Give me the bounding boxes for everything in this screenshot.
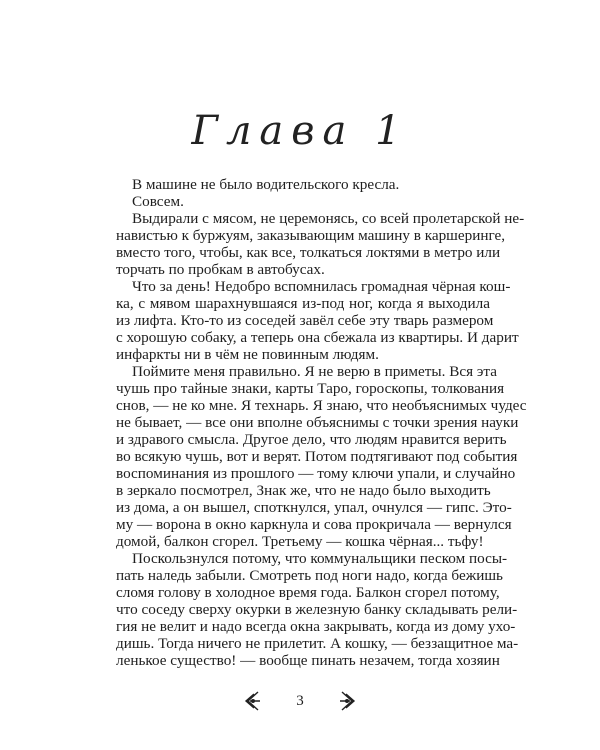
- text-line: воспоминания из прошлого — тому ключи упали, и случайно: [116, 465, 516, 482]
- text-line: Поймите меня правильно. Я не верю в приметы. Вся эта: [132, 363, 497, 380]
- text-line: из дома, а он вышел, споткнулся, упал, очнулся — гипс. Это-: [116, 499, 512, 516]
- text-line: не бывает, — все они вполне объяснимы с точки зрения науки: [116, 414, 519, 431]
- text-line: дишь. Тогда ничего не прилетит. А кошку, — беззащитное ма-: [116, 635, 519, 652]
- text-line: что соседу сверху окурки в железную банку складывать рели-: [116, 601, 518, 618]
- text-line: из лифта. Кто-то из соседей завёл себе эту тварь размером: [116, 312, 494, 329]
- text-line: гия не велит и надо всегда окна закрывать, когда из дому ухо-: [116, 618, 516, 635]
- text-line: ленькое существо! — вообще пинать незачем, тогда хозяин: [116, 652, 500, 669]
- text-line: домой, балкон сгорел. Третьему — кошка чёрная... тьфу!: [116, 533, 484, 550]
- text-line: снов, — не ко мне. Я технарь. Я знаю, что необъяснимых чудес: [116, 397, 527, 414]
- chapter-title: Глава 1: [191, 108, 409, 154]
- text-line: Что за день! Недобро вспомнилась громадная чёрная кош-: [132, 278, 511, 295]
- text-line: и здравого смысла. Другое дело, что людям нравится верить: [116, 431, 507, 448]
- text-line: му — ворона в окно каркнула и сова прокричала — вернулся: [116, 516, 512, 533]
- text-line: в зеркало посмотрел, Знак же, что не надо было выходить: [116, 482, 491, 499]
- text-line: чушь про тайные знаки, карты Таро, гороскопы, толкования: [116, 380, 505, 397]
- text-line: с хорошую собаку, а теперь она сбежала из квартиры. И дарит: [116, 329, 519, 346]
- text-line: В машине не было водительского кресла.: [132, 176, 400, 193]
- text-line: инфаркты ни в чём не повинным людям.: [116, 346, 379, 363]
- text-line: во всякую чушь, вот и верят. Потом подтягивают под события: [116, 448, 518, 465]
- text-line: Совсем.: [132, 193, 184, 210]
- text-line: пать наледь забыли. Смотреть под ноги надо, когда бежишь: [116, 567, 503, 584]
- text-line: ка, с мявом шарахнувшаяся из-под ног, когда я выходила: [116, 295, 490, 312]
- text-line: навистью к буржуям, заказывающим машину в каршеринге,: [116, 227, 506, 244]
- text-line: Выдирали с мясом, не церемонясь, со всей пролетарской не-: [132, 210, 525, 227]
- right-ornament-icon: [338, 690, 356, 712]
- text-line: сломя голову в холодное время года. Балкон сгорел потому,: [116, 584, 500, 601]
- page-footer: [0, 690, 600, 712]
- text-line: Поскользнулся потому, что коммунальщики песком посы-: [132, 550, 508, 567]
- chapter-body-text: [116, 176, 527, 669]
- text-line: вместо того, чтобы, как все, толкаться локтями в метро или: [116, 244, 501, 261]
- text-line: торчать по пробкам в автобусах.: [116, 261, 325, 278]
- page-number: 3: [296, 692, 304, 709]
- left-ornament-icon: [244, 690, 262, 712]
